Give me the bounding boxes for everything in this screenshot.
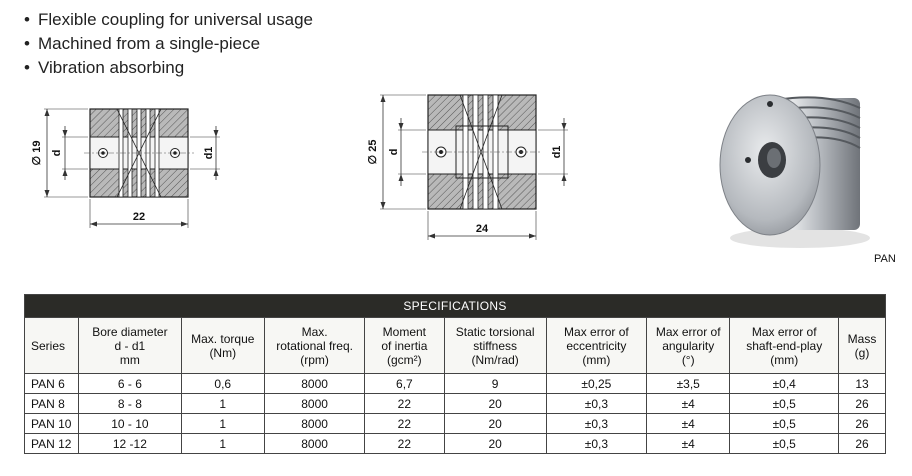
table-cell: 8000 (265, 394, 365, 414)
column-header-line: rotational freq. (276, 338, 353, 353)
column-header-line: Static torsional (455, 324, 535, 339)
table-cell: 26 (838, 394, 885, 414)
column-header (730, 318, 839, 374)
table-row (25, 414, 886, 434)
table-cell: 1 (181, 394, 264, 414)
column-header-line: (°) (681, 352, 695, 367)
feature-item: • Machined from a single-piece (24, 32, 313, 56)
column-header-line: of inertia (381, 338, 428, 353)
table-cell: 9 (444, 374, 546, 394)
table-row (25, 434, 886, 454)
table-cell: 8000 (265, 414, 365, 434)
column-header-line: (mm) (582, 352, 611, 367)
drawing-small-coupling (31, 109, 220, 228)
table-cell: ±0,25 (546, 374, 646, 394)
column-header-line: Mass (847, 331, 877, 346)
drawing-large-bore-d-label: d (388, 148, 400, 156)
table-cell: ±0,3 (546, 394, 646, 414)
table-row (25, 394, 886, 414)
column-header (79, 318, 181, 374)
photo-caption: PAN (874, 253, 896, 265)
drawing-small-bore-d-label: d (51, 149, 63, 157)
column-header (444, 318, 546, 374)
table-cell: ±4 (646, 414, 729, 434)
column-header-line: angularity (662, 338, 715, 353)
table-cell: 12 -12 (79, 434, 181, 454)
column-header-line: (mm) (770, 352, 799, 367)
drawing-small-bore-d1-label: d1 (203, 146, 215, 160)
table-cell: 0,6 (181, 374, 264, 394)
table-cell: ±4 (646, 434, 729, 454)
column-header-line: (Nm) (209, 345, 237, 360)
column-header-line: (Nm/rad) (471, 352, 519, 367)
table-cell: 8000 (265, 434, 365, 454)
table-cell: 8000 (265, 374, 365, 394)
table-title: SPECIFICATIONS (25, 295, 886, 318)
column-header (365, 318, 444, 374)
drawing-small-length-label: 22 (132, 211, 146, 223)
column-header (265, 318, 365, 374)
drawing-large-length-label: 24 (475, 223, 489, 235)
column-header-line: mm (119, 352, 140, 367)
column-header-line: eccentricity (566, 338, 627, 353)
table-cell: 20 (444, 414, 546, 434)
drawing-large-coupling (367, 95, 568, 240)
series-cell: PAN 8 (25, 394, 79, 414)
feature-item: • Flexible coupling for universal usage (24, 8, 313, 32)
column-header (546, 318, 646, 374)
column-header-line: stiffness (473, 338, 518, 353)
column-header-line: Bore diameter (92, 324, 168, 339)
table-cell: ±0,5 (730, 434, 839, 454)
column-header (25, 318, 79, 374)
table-cell: 6,7 (365, 374, 444, 394)
table-cell: ±0,5 (730, 394, 839, 414)
table-cell: 1 (181, 434, 264, 454)
series-cell: PAN 12 (25, 434, 79, 454)
table-cell: 1 (181, 414, 264, 434)
table-cell: ±3,5 (646, 374, 729, 394)
table-cell: 13 (838, 374, 885, 394)
coupling-photo (720, 95, 870, 248)
series-cell: PAN 10 (25, 414, 79, 434)
table-cell: ±0,3 (546, 434, 646, 454)
table-cell: ±0,4 (730, 374, 839, 394)
table-cell: 20 (444, 394, 546, 414)
table-header-row (25, 318, 886, 374)
table-cell: 10 - 10 (79, 414, 181, 434)
column-header-line: (g) (854, 345, 870, 360)
table-body (25, 374, 886, 454)
table-cell: ±0,5 (730, 414, 839, 434)
table-row (25, 374, 886, 394)
table-cell: 8 - 8 (79, 394, 181, 414)
column-header-line: Max error of (564, 324, 629, 339)
table-cell: 26 (838, 434, 885, 454)
drawing-small-diameter-label: ∅ 19 (31, 140, 43, 166)
column-header (181, 318, 264, 374)
column-header-line: Max. torque (191, 331, 255, 346)
table-cell: 26 (838, 414, 885, 434)
table-cell: 6 - 6 (79, 374, 181, 394)
column-header-line: Max. (301, 324, 328, 339)
column-header-line: Max error of (655, 324, 721, 339)
column-header-line: Moment (382, 324, 427, 339)
column-header-line: (gcm²) (387, 352, 422, 367)
table-cell: 22 (365, 414, 444, 434)
column-header-line: Max error of (751, 324, 817, 339)
column-header-line: shaft-end-play (746, 338, 823, 353)
feature-item: • Vibration absorbing (24, 56, 313, 80)
column-header (646, 318, 729, 374)
column-header-line: Series (31, 338, 66, 353)
table-cell: ±4 (646, 394, 729, 414)
column-header-line: d - d1 (114, 338, 146, 353)
column-header (838, 318, 885, 374)
drawing-large-diameter-label: ∅ 25 (367, 139, 379, 165)
drawing-large-bore-d1-label: d1 (551, 145, 563, 159)
table-cell: 22 (365, 394, 444, 414)
column-header-line: (rpm) (300, 352, 329, 367)
specifications-table (24, 294, 886, 454)
table-cell: 20 (444, 434, 546, 454)
series-cell: PAN 6 (25, 374, 79, 394)
table-cell: 22 (365, 434, 444, 454)
table-cell: ±0,3 (546, 414, 646, 434)
